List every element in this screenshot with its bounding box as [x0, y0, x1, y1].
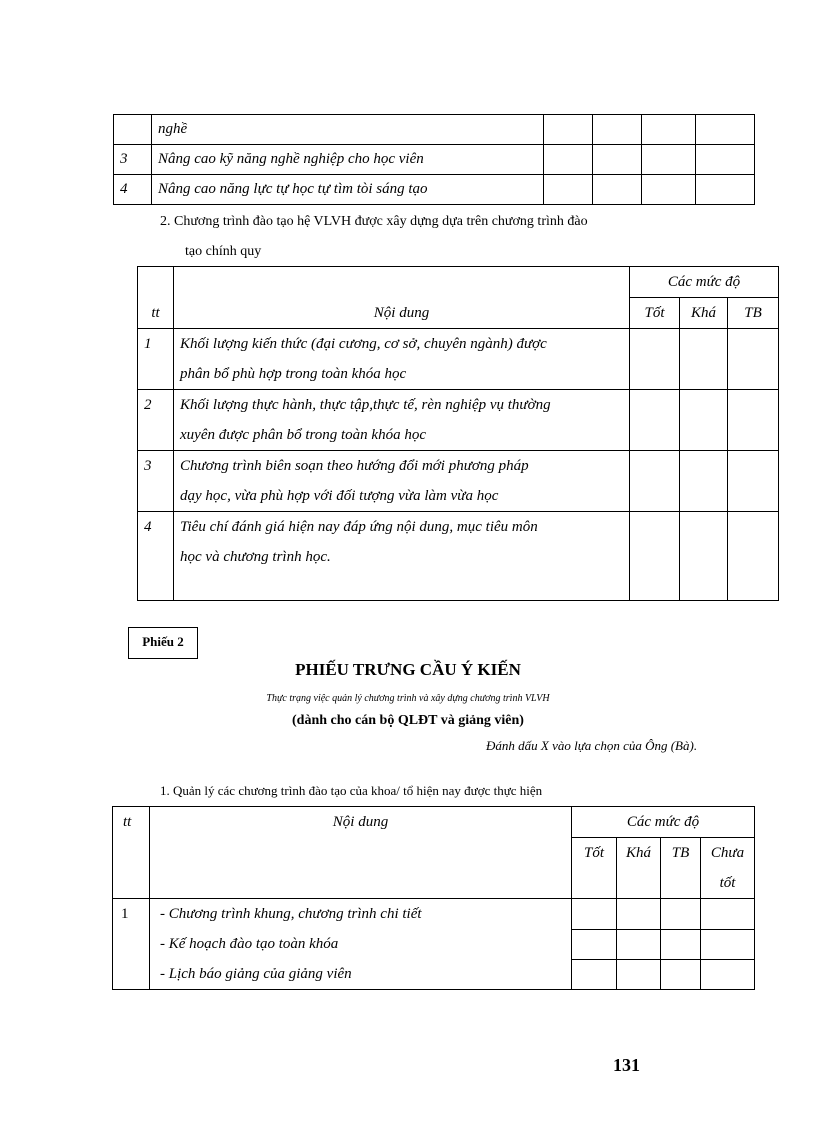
row-content: Nâng cao năng lực tự học tự tìm tòi sáng tạo	[152, 175, 544, 205]
header-content: Nội dung	[174, 267, 630, 329]
header-content: Nội dung	[150, 807, 572, 899]
row-content: Nâng cao kỹ năng nghề nghiệp cho học viên	[152, 145, 544, 175]
check-cell[interactable]	[593, 145, 642, 175]
table-row	[113, 929, 755, 959]
row-item: - Kế hoạch đào tạo toàn khóa	[150, 929, 572, 959]
check-cell[interactable]	[630, 390, 680, 451]
check-cell[interactable]	[630, 329, 680, 390]
table-criteria-continued	[113, 114, 755, 205]
row-number	[114, 115, 152, 145]
row-content: Tiêu chí đánh giá hiện nay đáp ứng nội dung, mục tiêu môn học và chương trình học.	[174, 512, 630, 601]
table-row	[114, 145, 755, 175]
level-average: TB	[661, 838, 701, 899]
form-audience: (dành cho cán bộ QLĐT và giảng viên)	[292, 713, 524, 728]
page-number: 131	[613, 1055, 640, 1075]
row-content: Khối lượng thực hành, thực tập,thực tế, rèn nghiệp vụ thường xuyên được phân bổ trong toàn khóa học	[174, 390, 630, 451]
level-good: Tốt	[630, 298, 680, 329]
check-cell[interactable]	[728, 390, 779, 451]
table-row	[138, 329, 779, 390]
check-cell[interactable]	[544, 145, 593, 175]
row-number: 3	[114, 145, 152, 175]
check-cell[interactable]	[572, 929, 617, 959]
header-levels: Các mức độ	[630, 267, 779, 298]
table-row	[113, 959, 755, 990]
row-content: Chương trình biên soạn theo hướng đổi mới phương pháp dạy học, vừa phù hợp với đối tượng vừa làm vừa học	[174, 451, 630, 512]
row-content: Khối lượng kiến thức (đại cương, cơ sở, chuyên ngành) được phân bổ phù hợp trong toàn khóa học	[174, 329, 630, 390]
row-item: - Chương trình khung, chương trình chi tiết	[150, 899, 572, 930]
check-cell[interactable]	[642, 175, 696, 205]
header-tt: tt	[113, 807, 150, 899]
row-content: nghề	[152, 115, 544, 145]
check-cell[interactable]	[701, 959, 755, 990]
check-cell[interactable]	[728, 512, 779, 601]
row-number: 3	[138, 451, 174, 512]
check-cell[interactable]	[642, 115, 696, 145]
check-cell[interactable]	[642, 145, 696, 175]
check-cell[interactable]	[544, 175, 593, 205]
table-program-management	[112, 806, 755, 990]
form-subtitle: Thực trạng việc quản lý chương trình và xây dựng chương trình VLVH	[266, 693, 550, 704]
check-cell[interactable]	[617, 959, 661, 990]
check-cell[interactable]	[617, 929, 661, 959]
table-row	[114, 175, 755, 205]
row-number: 4	[138, 512, 174, 601]
section-2-line-2: tạo chính quy	[185, 244, 262, 259]
level-good: Tốt	[572, 838, 617, 899]
level-average: TB	[728, 298, 779, 329]
level-fair: Khá	[680, 298, 728, 329]
form-instruction: Đánh dấu X vào lựa chọn của Ông (Bà).	[486, 738, 698, 753]
section-2-heading	[160, 207, 588, 267]
row-number: 1	[113, 899, 150, 990]
table-row	[138, 451, 779, 512]
check-cell[interactable]	[696, 145, 755, 175]
header-row	[138, 267, 779, 298]
table-row	[114, 115, 755, 145]
check-cell[interactable]	[701, 929, 755, 959]
table-row	[113, 899, 755, 930]
level-not-good: Chưa tốt	[701, 838, 755, 899]
check-cell[interactable]	[617, 899, 661, 930]
form-badge: Phiếu 2	[128, 627, 198, 659]
check-cell[interactable]	[680, 512, 728, 601]
check-cell[interactable]	[680, 451, 728, 512]
header-row	[113, 807, 755, 838]
check-cell[interactable]	[696, 175, 755, 205]
row-number: 1	[138, 329, 174, 390]
check-cell[interactable]	[661, 959, 701, 990]
form-title: PHIẾU TRƯNG CẦU Ý KIẾN	[295, 660, 521, 679]
row-number: 2	[138, 390, 174, 451]
check-cell[interactable]	[680, 329, 728, 390]
check-cell[interactable]	[680, 390, 728, 451]
row-number: 4	[114, 175, 152, 205]
check-cell[interactable]	[593, 175, 642, 205]
check-cell[interactable]	[661, 899, 701, 930]
check-cell[interactable]	[661, 929, 701, 959]
check-cell[interactable]	[572, 959, 617, 990]
row-item: - Lịch báo giảng của giảng viên	[150, 959, 572, 990]
table-program-criteria	[137, 266, 779, 601]
header-levels: Các mức độ	[572, 807, 755, 838]
header-tt: tt	[138, 267, 174, 329]
table-row	[138, 390, 779, 451]
check-cell[interactable]	[544, 115, 593, 145]
section-1-heading: 1. Quản lý các chương trình đào tạo của khoa/ tổ hiện nay được thực hiện	[160, 783, 543, 798]
section-2-line-1: 2. Chương trình đào tạo hệ VLVH được xây dựng dựa trên chương trình đào	[160, 214, 588, 229]
check-cell[interactable]	[728, 451, 779, 512]
check-cell[interactable]	[572, 899, 617, 930]
check-cell[interactable]	[630, 512, 680, 601]
check-cell[interactable]	[728, 329, 779, 390]
table-row	[138, 512, 779, 601]
check-cell[interactable]	[701, 899, 755, 930]
level-fair: Khá	[617, 838, 661, 899]
check-cell[interactable]	[630, 451, 680, 512]
check-cell[interactable]	[696, 115, 755, 145]
check-cell[interactable]	[593, 115, 642, 145]
